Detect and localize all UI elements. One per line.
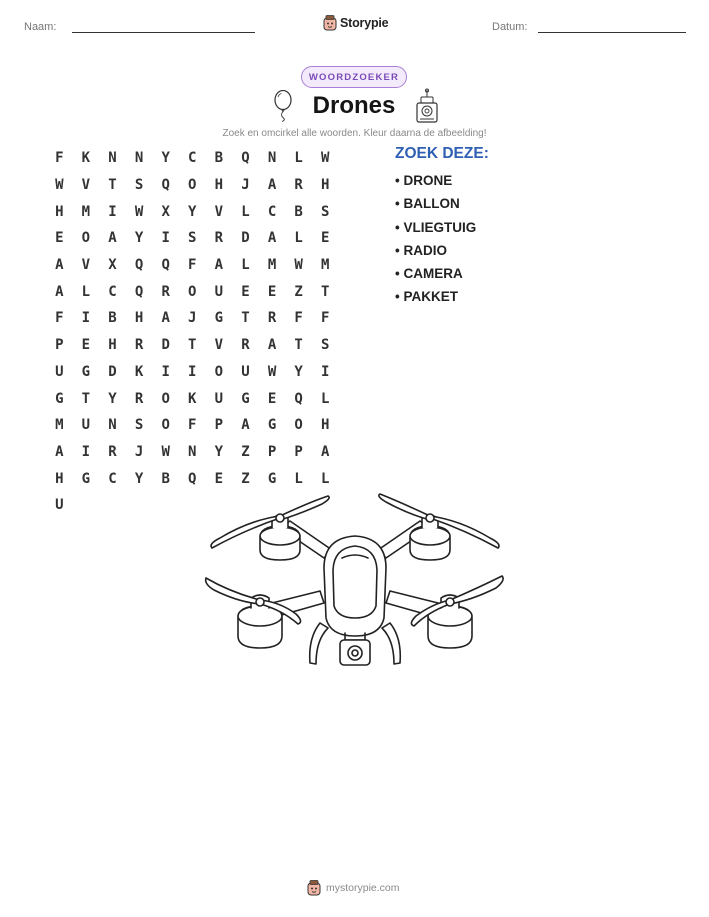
brand-logo <box>323 14 388 32</box>
grid-cell[interactable]: O <box>161 390 170 407</box>
grid-cell[interactable]: Q <box>188 470 197 487</box>
grid-cell[interactable]: D <box>108 363 117 380</box>
grid-cell[interactable]: K <box>134 363 144 380</box>
grid-cell[interactable]: Y <box>134 230 144 247</box>
grid-cell[interactable]: I <box>161 363 170 380</box>
grid-cell[interactable]: J <box>188 310 197 327</box>
grid-cell[interactable]: M <box>55 417 64 434</box>
grid-cell[interactable]: A <box>267 177 277 194</box>
grid-cell[interactable]: Q <box>161 177 170 194</box>
grid-cell[interactable]: W <box>267 363 277 380</box>
grid-cell[interactable]: L <box>321 390 330 407</box>
page-title: Drones <box>312 92 396 119</box>
grid-cell[interactable]: A <box>161 310 170 327</box>
grid-cell[interactable]: B <box>214 150 224 167</box>
grid-cell[interactable]: O <box>294 417 303 434</box>
grid-cell[interactable]: A <box>321 443 330 460</box>
grid-cell[interactable]: N <box>188 443 197 460</box>
grid-cell[interactable]: L <box>241 257 250 274</box>
grid-cell[interactable]: X <box>161 203 170 220</box>
grid-cell[interactable]: G <box>214 310 224 327</box>
grid-cell[interactable]: Q <box>294 390 303 407</box>
grid-cell[interactable]: R <box>294 177 303 194</box>
grid-cell[interactable]: Z <box>294 283 303 300</box>
grid-cell[interactable]: F <box>294 310 303 327</box>
word-list-item: • RADIO <box>395 242 447 258</box>
word-list-item: • CAMERA <box>395 266 463 282</box>
grid-cell[interactable]: O <box>214 363 224 380</box>
grid-cell[interactable]: V <box>81 257 91 274</box>
footer-url: mystorypie.com <box>326 882 400 894</box>
grid-cell[interactable]: A <box>55 257 64 274</box>
grid-cell[interactable]: E <box>81 337 91 354</box>
word-list-item: • VLIEGTUIG <box>395 219 477 235</box>
grid-cell[interactable]: H <box>134 310 144 327</box>
grid-cell[interactable]: H <box>321 177 330 194</box>
grid-cell[interactable]: Y <box>161 150 170 167</box>
grid-cell[interactable]: L <box>321 470 330 487</box>
grid-cell[interactable]: H <box>55 470 64 487</box>
grid-cell[interactable]: Z <box>241 443 250 460</box>
grid-cell[interactable]: E <box>321 230 330 247</box>
grid-cell[interactable]: P <box>294 443 303 460</box>
grid-cell[interactable]: A <box>267 337 277 354</box>
grid-cell[interactable]: T <box>188 337 197 354</box>
grid-cell[interactable]: K <box>81 150 91 167</box>
grid-cell[interactable]: B <box>108 310 117 327</box>
grid-cell[interactable]: I <box>81 310 91 327</box>
grid-cell[interactable]: H <box>214 177 224 194</box>
grid-cell[interactable]: S <box>321 203 330 220</box>
grid-cell[interactable]: Q <box>134 257 144 274</box>
drone-coloring-illustration[interactable] <box>200 488 510 683</box>
name-line[interactable] <box>72 32 255 33</box>
grid-cell[interactable]: H <box>55 203 64 220</box>
grid-cell[interactable]: R <box>241 337 250 354</box>
grid-cell[interactable]: U <box>55 497 64 514</box>
grid-cell[interactable]: Z <box>241 470 250 487</box>
grid-cell[interactable]: H <box>108 337 117 354</box>
grid-cell[interactable]: O <box>188 283 197 300</box>
grid-cell[interactable]: U <box>81 417 91 434</box>
grid-cell[interactable]: R <box>267 310 277 327</box>
grid-cell[interactable]: A <box>267 230 277 247</box>
grid-cell[interactable]: U <box>214 390 224 407</box>
grid-cell[interactable]: W <box>321 150 330 167</box>
grid-cell[interactable]: D <box>161 337 170 354</box>
grid-cell[interactable]: G <box>267 470 277 487</box>
name-label: Naam: <box>24 21 57 33</box>
grid-cell[interactable]: C <box>108 283 117 300</box>
grid-cell[interactable]: B <box>161 470 170 487</box>
grid-cell[interactable]: C <box>108 470 117 487</box>
grid-cell[interactable]: V <box>214 203 224 220</box>
date-line[interactable] <box>538 32 686 33</box>
grid-cell[interactable]: W <box>161 443 170 460</box>
grid-cell[interactable]: T <box>294 337 303 354</box>
grid-cell[interactable]: I <box>188 363 197 380</box>
grid-cell[interactable]: R <box>108 443 117 460</box>
grid-cell[interactable]: G <box>267 417 277 434</box>
grid-cell[interactable]: W <box>294 257 303 274</box>
grid-cell[interactable]: W <box>134 203 144 220</box>
grid-cell[interactable]: U <box>55 363 64 380</box>
storypie-mascot-icon <box>323 15 337 31</box>
grid-cell[interactable]: E <box>267 390 277 407</box>
balloon-icon <box>272 90 294 122</box>
grid-cell[interactable]: S <box>321 337 330 354</box>
grid-cell[interactable]: T <box>321 283 330 300</box>
grid-cell[interactable]: N <box>108 417 117 434</box>
grid-cell[interactable]: E <box>55 230 64 247</box>
grid-cell[interactable]: A <box>108 230 117 247</box>
grid-cell[interactable]: E <box>241 283 250 300</box>
grid-cell[interactable]: Q <box>241 150 250 167</box>
grid-cell[interactable]: R <box>161 283 170 300</box>
word-list-item: • BALLON <box>395 196 460 212</box>
word-list-item: • PAKKET <box>395 289 458 305</box>
grid-cell[interactable]: Y <box>134 470 144 487</box>
radio-icon <box>414 88 440 124</box>
grid-cell[interactable]: O <box>81 230 91 247</box>
instructions-text: Zoek en omcirkel alle woorden. Kleur daarna de afbeelding! <box>222 128 487 139</box>
grid-cell[interactable]: L <box>294 150 303 167</box>
word-list <box>395 172 476 312</box>
grid-cell[interactable]: J <box>241 177 250 194</box>
grid-cell[interactable]: P <box>55 337 64 354</box>
grid-cell[interactable]: I <box>161 230 170 247</box>
grid-cell[interactable]: G <box>81 363 91 380</box>
grid-cell[interactable]: Y <box>188 203 197 220</box>
grid-cell[interactable]: D <box>241 230 250 247</box>
grid-cell[interactable]: S <box>134 177 144 194</box>
grid-cell[interactable]: Y <box>108 390 117 407</box>
grid-cell[interactable]: M <box>321 257 330 274</box>
grid-cell[interactable]: S <box>134 417 144 434</box>
grid-cell[interactable]: G <box>55 390 64 407</box>
grid-cell[interactable]: Q <box>161 257 170 274</box>
grid-cell[interactable]: C <box>267 203 277 220</box>
grid-cell[interactable]: R <box>134 337 144 354</box>
grid-cell[interactable]: E <box>267 283 277 300</box>
grid-cell[interactable]: U <box>241 363 250 380</box>
grid-cell[interactable]: F <box>55 150 64 167</box>
grid-cell[interactable]: L <box>294 470 303 487</box>
grid-cell[interactable]: A <box>214 257 224 274</box>
grid-cell[interactable]: X <box>108 257 117 274</box>
grid-cell[interactable]: Q <box>134 283 144 300</box>
grid-cell[interactable]: T <box>81 390 91 407</box>
grid-cell[interactable]: F <box>321 310 330 327</box>
grid-cell[interactable]: U <box>214 283 224 300</box>
grid-cell[interactable]: C <box>188 150 197 167</box>
grid-cell[interactable]: P <box>214 417 224 434</box>
footer <box>307 880 400 896</box>
grid-cell[interactable]: F <box>55 310 64 327</box>
grid-cell[interactable]: V <box>214 337 224 354</box>
grid-cell[interactable]: M <box>81 203 91 220</box>
storypie-mascot-icon <box>307 880 321 896</box>
grid-cell[interactable]: V <box>81 177 91 194</box>
grid-cell[interactable]: L <box>241 203 250 220</box>
grid-cell[interactable]: H <box>321 417 330 434</box>
brand-name: Storypie <box>340 16 389 30</box>
grid-cell[interactable]: J <box>134 443 144 460</box>
grid-cell[interactable]: R <box>134 390 144 407</box>
grid-cell[interactable]: Y <box>214 443 224 460</box>
grid-cell[interactable]: F <box>188 417 197 434</box>
grid-cell[interactable]: E <box>214 470 224 487</box>
grid-cell[interactable]: M <box>267 257 277 274</box>
puzzle-type-badge: WOORDZOEKER <box>301 66 407 88</box>
word-list-heading: ZOEK DEZE: <box>395 145 489 162</box>
word-list-item: • DRONE <box>395 173 453 188</box>
grid-cell[interactable]: G <box>241 390 250 407</box>
word-search-grid[interactable] <box>46 145 339 519</box>
grid-cell[interactable]: N <box>108 150 117 167</box>
grid-cell[interactable]: A <box>55 443 64 460</box>
date-label: Datum: <box>492 21 528 33</box>
grid-cell[interactable]: L <box>294 230 303 247</box>
grid-cell[interactable]: Y <box>294 363 303 380</box>
grid-cell[interactable]: G <box>81 470 91 487</box>
grid-cell[interactable]: A <box>55 283 64 300</box>
grid-cell[interactable]: S <box>188 230 197 247</box>
grid-cell[interactable]: R <box>214 230 224 247</box>
grid-cell[interactable]: B <box>294 203 303 220</box>
grid-cell[interactable]: N <box>134 150 144 167</box>
grid-cell[interactable]: I <box>321 363 330 380</box>
grid-cell[interactable]: W <box>55 177 64 194</box>
grid-cell[interactable]: T <box>108 177 117 194</box>
grid-cell[interactable]: N <box>267 150 277 167</box>
grid-cell[interactable]: P <box>267 443 277 460</box>
grid-cell[interactable]: O <box>188 177 197 194</box>
grid-cell[interactable]: I <box>81 443 91 460</box>
grid-cell[interactable]: K <box>188 390 197 407</box>
grid-cell[interactable]: A <box>241 417 250 434</box>
grid-cell[interactable]: T <box>241 310 250 327</box>
grid-cell[interactable]: I <box>108 203 117 220</box>
grid-cell[interactable]: F <box>188 257 197 274</box>
grid-cell[interactable]: O <box>161 417 170 434</box>
grid-cell[interactable]: L <box>81 283 91 300</box>
